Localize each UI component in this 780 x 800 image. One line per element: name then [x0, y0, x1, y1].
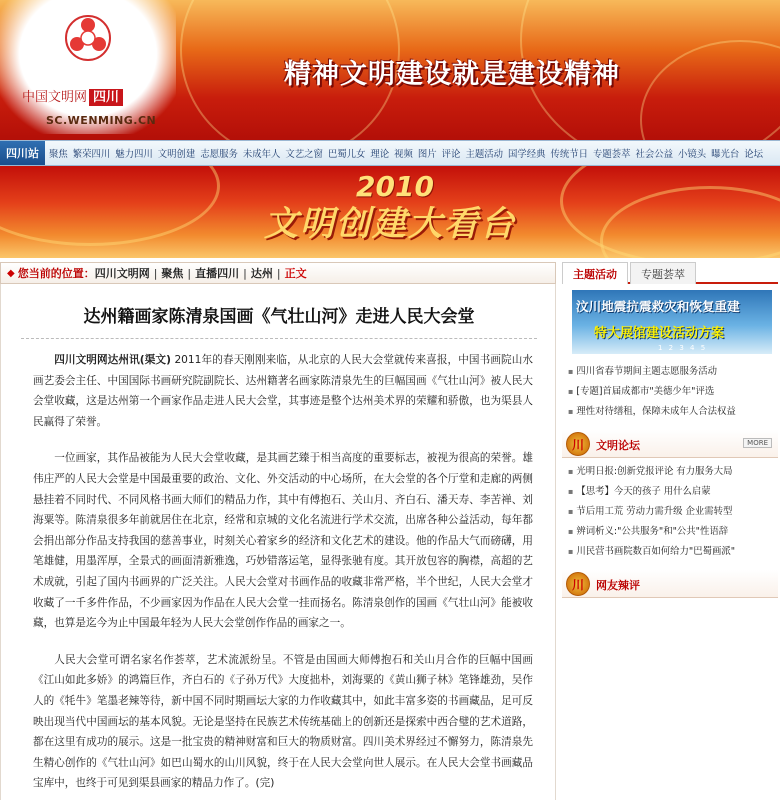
- sidebar-ad-banner[interactable]: [572, 290, 772, 354]
- nav-item[interactable]: 未成年人: [242, 149, 281, 160]
- main-nav: [0, 140, 780, 166]
- article: [0, 284, 556, 800]
- nav-item[interactable]: 曝光台: [711, 149, 740, 160]
- sichuan-emblem-icon: 川: [566, 432, 590, 456]
- nav-item[interactable]: 志愿服务: [200, 149, 238, 160]
- breadcrumb-link[interactable]: 达州: [250, 267, 273, 280]
- list-item[interactable]: [568, 382, 778, 402]
- article-source: 四川文明网达州讯(渠文): [54, 354, 171, 366]
- nav-item[interactable]: 繁荣四川: [72, 149, 111, 160]
- nav-item[interactable]: 聚焦: [49, 149, 68, 160]
- nav-item[interactable]: 魅力四川: [115, 149, 153, 160]
- breadcrumb: [0, 262, 556, 284]
- tab-theme-activities[interactable]: 主题活动: [562, 262, 628, 284]
- bullet-icon: ▪: [568, 407, 574, 416]
- article-paragraph: 一位画家，其作品被能为人民大会堂收藏，是其画艺臻于相当高度的重要标志，被视为很高的荣誉。雄伟庄严的人民大会堂是中国最重要的政治、文化、外交活动的中心场所，在大会堂的各个厅堂和走廊的两侧悬挂着不同时代、不同风格书画大师们的精品力作，其中有傅抱石、关山月、齐白石、潘天寿、李苦禅、刘海粟等。陈清泉很多年前就居住在北京，经常和京城的文化名流进行学术交流，出席各种公益活动，每年都会捐出部分作品支持我国的慈善事业，时刻关心着家乡的经济和文化艺术的建设。他的作品大气而磅礴，用笔雄健，用墨浑厚，全景式的画面清新雅逸，巧妙错落运笔，显得张驰有度。其开放包容的胸襟，高超的艺术成就，引起了国内书画界的广泛关注。人民大会堂对书画作品的收藏非常严格，半个世纪，人民大会堂才收藏了一千多件作品，不少画家因为作品在人民大会堂一挂而扬名。陈清泉创作的国画《气壮山河》能被收藏，也算是迄今为止中国最年轻为人民大会堂创作作品的画家之一。: [33, 452, 533, 630]
- logo-text: 中国文明网: [22, 90, 88, 105]
- nav-list: [45, 146, 768, 160]
- forum-link[interactable]: 辨词析义:"公共服务"和"公共"性语辞: [576, 526, 729, 537]
- comment-section-header: [562, 570, 778, 598]
- nav-item[interactable]: 小镜头: [678, 149, 707, 160]
- ad-line-2: 特大展馆建设活动方案: [594, 326, 725, 341]
- nav-item[interactable]: 视频: [394, 149, 413, 160]
- breadcrumb-separator: |: [243, 266, 247, 280]
- more-button[interactable]: MORE: [743, 438, 772, 448]
- list-item[interactable]: [568, 402, 778, 422]
- site-logo[interactable]: [0, 0, 176, 134]
- nav-item[interactable]: 论坛: [744, 149, 764, 160]
- sidebar-tabs: [562, 262, 778, 284]
- nav-item[interactable]: 传统节日: [550, 149, 588, 160]
- location-pin-icon: ◆: [7, 267, 15, 279]
- ad-line-1: 汶川地震抗震救灾和恢复重建: [576, 299, 740, 314]
- article-body: [33, 350, 533, 800]
- breadcrumb-link[interactable]: 四川文明网: [94, 267, 150, 280]
- article-paragraph: 人民大会堂可谓名家名作荟萃，艺术流派纷呈。不管是由国画大师傅抱石和关山月合作的巨幅中国画《江山如此多娇》的鸿篇巨作，齐白石的《子孙万代》大度拙朴，刘海粟的《黄山狮子林》笔锋雄劲，吴作人的《牦牛》笔墨老辣等待，新中国不同时期画坛大家的力作收藏其中，如此丰富多姿的书画藏品，足可反映出现当代中国画坛的基本风貌。无论是坚持在民族艺术传统基础上的创新还是探索中西合璧的艺术道路，都在这里有成功的展示。这是一批宝贵的精神财富和巨大的物质财富。四川美术界经过不懈努力，陈清泉先生精心创作的《气壮山河》如巴山蜀水的山川风貌，终于在人民大会堂向世人展示。在人民大会堂书画藏品宝库中，也终于可见到渠县画家的精品力作了。(完): [33, 653, 533, 790]
- bullet-icon: ▪: [568, 387, 574, 396]
- list-item[interactable]: [568, 522, 778, 542]
- wenming-emblem-icon: [64, 14, 112, 62]
- tab-special-topics[interactable]: 专题荟萃: [630, 262, 696, 284]
- list-item[interactable]: [568, 542, 778, 562]
- forum-link[interactable]: 光明日报:创新党报评论 有力服务大局: [576, 466, 733, 477]
- breadcrumb-current: 正文: [284, 267, 307, 280]
- bullet-icon: ▪: [568, 467, 574, 476]
- nav-item[interactable]: 主题活动: [465, 149, 503, 160]
- promo-banner[interactable]: [0, 166, 780, 258]
- bullet-icon: ▪: [568, 547, 574, 556]
- nav-item[interactable]: 社会公益: [635, 149, 674, 160]
- article-title: 达州籍画家陈清泉国画《气壮山河》走进人民大会堂: [83, 307, 475, 327]
- breadcrumb-separator: |: [276, 266, 281, 280]
- comment-title: 网友辣评: [596, 579, 640, 592]
- news-link[interactable]: 四川省春节期间主题志愿服务活动: [576, 366, 718, 377]
- title-divider: [21, 338, 537, 339]
- logo-region: 四川: [89, 89, 123, 106]
- decor-ribbon: [0, 166, 220, 246]
- news-link[interactable]: 理性对待缮租，保障未成年人合法权益: [576, 406, 736, 417]
- breadcrumb-label: 您当前的位置：: [17, 267, 95, 280]
- article-paragraph: [33, 350, 533, 432]
- nav-item[interactable]: 评论: [441, 149, 461, 160]
- bullet-icon: ▪: [568, 527, 574, 536]
- article-paragraph-text: 2011年的春天刚刚来临，从北京的人民大会堂就传来喜报，中国书画院山水画艺委会主任、中国国际书画研究院副院长、达州籍著名画家陈清泉先生的巨幅国画《气壮山河》被人民大会堂收藏，这是达州第一个画家作品走进人民大会堂，其事迹是整个达州美术界的荣耀和骄傲，也为渠县人民赢得了荣誉。: [33, 354, 534, 428]
- forum-link[interactable]: 川民营书画院数百如何给力"巴蜀画派": [576, 546, 736, 557]
- nav-item[interactable]: 理论: [370, 149, 390, 160]
- nav-item[interactable]: 巴蜀儿女: [327, 149, 366, 160]
- logo-wordmark: [22, 86, 123, 105]
- promo-title: 文明创建大看台: [264, 204, 516, 244]
- breadcrumb-separator: |: [187, 266, 192, 280]
- site-header: [0, 0, 780, 140]
- sichuan-emblem-icon: 川: [566, 572, 590, 596]
- breadcrumb-link[interactable]: 聚焦: [161, 267, 184, 280]
- forum-title: 文明论坛: [596, 439, 640, 452]
- breadcrumb-link[interactable]: 直播四川: [195, 267, 240, 280]
- nav-item[interactable]: 文艺之窗: [285, 149, 323, 160]
- promo-year: 2010: [356, 170, 434, 203]
- forum-section-header: [562, 430, 778, 458]
- bullet-icon: ▪: [568, 507, 574, 516]
- list-item[interactable]: [568, 362, 778, 382]
- bullet-icon: ▪: [568, 487, 574, 496]
- header-slogan: 精神文明建设就是建设精神: [284, 59, 620, 90]
- bullet-icon: ▪: [568, 367, 574, 376]
- nav-item[interactable]: 图片: [417, 149, 437, 160]
- logo-url: SC.WENMING.CN: [46, 114, 157, 127]
- news-link[interactable]: [专题]首届成都市"美德少年"评选: [576, 386, 715, 397]
- ad-pager[interactable]: 1 2 3 4 5: [658, 344, 708, 352]
- list-item[interactable]: [568, 502, 778, 522]
- nav-item[interactable]: 文明创建: [157, 149, 196, 160]
- nav-item[interactable]: 专题荟萃: [592, 149, 631, 160]
- sidebar: [562, 262, 778, 800]
- breadcrumb-separator: |: [153, 266, 158, 280]
- list-item[interactable]: [568, 462, 778, 482]
- activity-news-list: [568, 362, 778, 422]
- forum-link[interactable]: 【思考】今天的孩子 用什么启蒙: [576, 486, 711, 497]
- nav-item[interactable]: 国学经典: [507, 149, 546, 160]
- nav-station-label[interactable]: 四川站: [0, 141, 45, 165]
- forum-link[interactable]: 节后用工荒 劳动力需升级 企业需转型: [576, 506, 733, 517]
- list-item[interactable]: [568, 482, 778, 502]
- forum-list: [568, 462, 778, 562]
